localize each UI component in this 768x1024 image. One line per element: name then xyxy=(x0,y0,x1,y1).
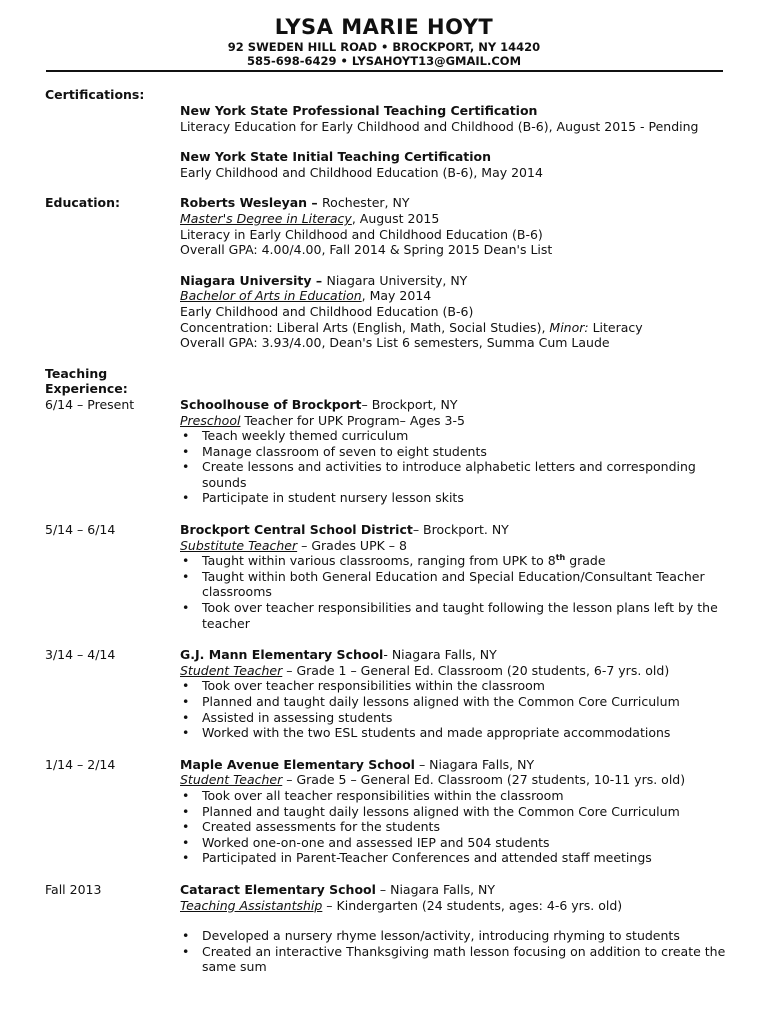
cert-detail: Literacy Education for Early Childhood and Childhood (B-6), August 2015 - Pending xyxy=(180,118,699,134)
job-role-line xyxy=(180,538,730,554)
job-bullets xyxy=(180,678,730,740)
job-location: – Niagara Falls, NY xyxy=(414,756,535,772)
job-location: – Brockport, NY xyxy=(361,396,458,412)
job-date: 1/14 – 2/14 xyxy=(45,756,116,772)
job-org: G.J. Mann Elementary School xyxy=(180,647,384,663)
job-heading xyxy=(180,522,730,538)
list-item: • Create lessons and activities to introduce alphabetic letters and corresponding sounds xyxy=(180,459,730,490)
job-org: Brockport Central School District xyxy=(180,522,413,538)
degree-name: Bachelor of Arts in Education xyxy=(180,288,362,304)
cert-title: New York State Initial Teaching Certification xyxy=(180,149,492,165)
job-role-line xyxy=(180,898,730,914)
job-role-line xyxy=(180,772,730,788)
job-role: Substitute Teacher xyxy=(180,537,298,553)
list-item: • Worked one-on-one and assessed IEP and 504 students xyxy=(180,835,730,851)
job-heading xyxy=(180,647,730,663)
list-item: • Participated in Parent-Teacher Conferences and attended staff meetings xyxy=(180,850,730,866)
job-role-detail: – Grade 1 – General Ed. Classroom (20 students, 6-7 yrs. old) xyxy=(282,662,670,678)
school-name: Roberts Wesleyan xyxy=(180,195,308,211)
job-entry xyxy=(45,397,730,506)
list-item: • Worked with the two ESL students and made appropriate accommodations xyxy=(180,725,730,741)
school-name: Niagara University xyxy=(180,272,312,288)
job-role-detail: – Kindergarten (24 students, ages: 4-6 yrs. old) xyxy=(322,897,623,913)
resume-header xyxy=(0,14,768,68)
job-role: Student Teacher xyxy=(180,772,283,788)
certifications-section xyxy=(45,87,730,180)
job-heading xyxy=(180,882,730,898)
job-role: Student Teacher xyxy=(180,662,283,678)
job-date: 6/14 – Present xyxy=(45,396,135,412)
job-bullets xyxy=(180,928,730,975)
gpa-line: Overall GPA: 4.00/4.00, Fall 2014 & Spring 2015 Dean's List xyxy=(180,242,553,258)
list-item: • Planned and taught daily lessons aligned with the Common Core Curriculum xyxy=(180,804,730,820)
job-date: Fall 2013 xyxy=(45,881,102,897)
header-divider xyxy=(46,70,723,72)
separator: – xyxy=(307,195,323,211)
education-section xyxy=(45,195,730,350)
bullet-text: grade xyxy=(565,553,606,569)
experience-label xyxy=(45,366,175,397)
degree-name: Master's Degree in Literacy xyxy=(180,210,352,226)
list-item: • Planned and taught daily lessons aligned with the Common Core Curriculum xyxy=(180,694,730,710)
job-heading xyxy=(180,397,730,413)
job-role-line xyxy=(180,663,730,679)
job-role-detail: – Grades UPK – 8 xyxy=(297,537,407,553)
bullet-text: Taught within various classrooms, ranging from UPK to 8 xyxy=(202,553,556,569)
job-location: – Brockport. NY xyxy=(412,522,509,538)
list-item: • Created an interactive Thanksgiving math lesson focusing on addition to create the same sum xyxy=(180,944,730,975)
resume-body xyxy=(45,87,730,975)
list-item: • Took over teacher responsibilities within the classroom xyxy=(180,678,730,694)
school-location: Rochester, NY xyxy=(322,195,410,211)
experience-section xyxy=(45,366,730,975)
job-role: Teaching Assistantship xyxy=(180,897,323,913)
job-entry xyxy=(45,882,730,975)
list-item xyxy=(180,553,730,569)
minor-label: Minor: xyxy=(549,319,589,335)
job-heading xyxy=(180,757,730,773)
job-location: - Niagara Falls, NY xyxy=(383,647,497,663)
job-org: Schoolhouse of Brockport xyxy=(180,396,362,412)
job-role-detail: – Grade 5 – General Ed. Classroom (27 students, 10-11 yrs. old) xyxy=(282,772,686,788)
education-label: Education: xyxy=(45,195,120,211)
job-date: 3/14 – 4/14 xyxy=(45,647,116,663)
job-bullets xyxy=(180,553,730,631)
program-line: Literacy in Early Childhood and Childhood Education (B-6) xyxy=(180,226,543,242)
school-heading xyxy=(180,195,730,211)
job-entry xyxy=(45,757,730,866)
contact-line: 585-698-6429 • LYSAHOYT13@GMAIL.COM xyxy=(246,54,522,68)
job-org: Maple Avenue Elementary School xyxy=(180,756,415,772)
cert-title: New York State Professional Teaching Certification xyxy=(180,103,538,118)
job-role-line xyxy=(180,413,730,429)
job-date: 5/14 – 6/14 xyxy=(45,522,116,538)
concentration-line xyxy=(180,320,730,336)
school-location: Niagara University, NY xyxy=(326,272,468,288)
certifications-label: Certifications: xyxy=(45,87,145,102)
job-role-detail: Teacher for UPK Program– Ages 3-5 xyxy=(240,412,465,428)
concentration-text: Concentration: Liberal Arts (English, Math, Social Studies), xyxy=(180,319,550,335)
experience-label-line: Teaching xyxy=(45,365,108,381)
degree-line xyxy=(180,211,730,227)
gpa-line: Overall GPA: 3.93/4.00, Dean's List 6 semesters, Summa Cum Laude xyxy=(180,335,610,351)
degree-date: , August 2015 xyxy=(351,210,440,226)
degree-line xyxy=(180,288,730,304)
list-item: • Participate in student nursery lesson skits xyxy=(180,490,730,506)
program-line: Early Childhood and Childhood Education (B-6) xyxy=(180,303,474,319)
list-item: • Teach weekly themed curriculum xyxy=(180,428,730,444)
list-item: • Assisted in assessing students xyxy=(180,710,730,726)
job-role: Preschool xyxy=(180,412,241,428)
job-bullets xyxy=(180,788,730,866)
job-org: Cataract Elementary School xyxy=(180,881,376,897)
address-line: 92 SWEDEN HILL ROAD • BROCKPORT, NY 14420 xyxy=(227,40,541,54)
school-heading xyxy=(180,273,730,289)
ordinal-suffix: th xyxy=(555,553,566,563)
job-bullets xyxy=(180,428,730,506)
list-item: • Developed a nursery rhyme lesson/activity, introducing rhyming to students xyxy=(180,928,730,944)
applicant-name: LYSA MARIE HOYT xyxy=(274,15,494,39)
list-item: • Taught within both General Education and Special Education/Consultant Teacher classrooms xyxy=(180,569,730,600)
list-item: • Took over all teacher responsibilities within the classroom xyxy=(180,788,730,804)
cert-detail: Early Childhood and Childhood Education (B-6), May 2014 xyxy=(180,164,543,180)
minor-value: Literacy xyxy=(588,319,643,335)
list-item: • Created assessments for the students xyxy=(180,819,730,835)
list-item: • Took over teacher responsibilities and taught following the lesson plans left by the teacher xyxy=(180,600,730,631)
experience-label-line: Experience: xyxy=(45,381,128,397)
job-location: – Niagara Falls, NY xyxy=(375,881,496,897)
degree-date: , May 2014 xyxy=(361,288,432,304)
separator: – xyxy=(311,272,327,288)
list-item: • Manage classroom of seven to eight students xyxy=(180,444,730,460)
job-entry xyxy=(45,647,730,741)
job-entry xyxy=(45,522,730,631)
